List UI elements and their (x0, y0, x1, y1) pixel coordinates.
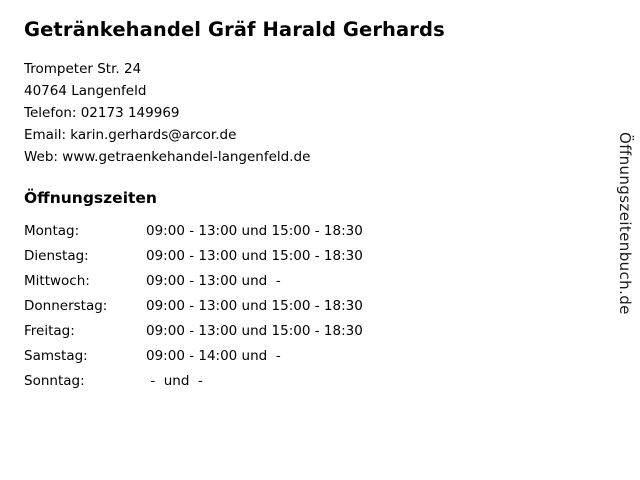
opening-hours-heading: Öffnungszeiten (24, 188, 157, 207)
table-row (24, 248, 466, 273)
day-times: 09:00 - 13:00 und 15:00 - 18:30 (146, 297, 363, 314)
day-times: 09:00 - 13:00 und 15:00 - 18:30 (146, 222, 363, 239)
page-title: Getränkehandel Gräf Harald Gerhards (24, 18, 445, 41)
watermark-brand: Öffnungszeitenbuch.de (616, 132, 634, 315)
table-row (24, 323, 466, 348)
day-times: 09:00 - 13:00 und 15:00 - 18:30 (146, 247, 363, 264)
day-label: Dienstag: (24, 247, 89, 264)
day-label: Sonntag: (24, 372, 85, 389)
day-label: Freitag: (24, 322, 75, 339)
day-label: Donnerstag: (24, 297, 108, 314)
day-label: Mittwoch: (24, 272, 90, 289)
day-label: Montag: (24, 222, 80, 239)
table-row (24, 273, 466, 298)
day-times: 09:00 - 13:00 und 15:00 - 18:30 (146, 322, 363, 339)
website-line: Web: www.getraenkehandel-langenfeld.de (24, 148, 311, 165)
opening-hours-table (24, 223, 466, 398)
day-times: 09:00 - 13:00 und - (146, 272, 281, 289)
day-times: - und - (146, 372, 203, 389)
address-city: 40764 Langenfeld (24, 83, 147, 100)
table-row (24, 348, 466, 373)
day-label: Samstag: (24, 347, 88, 364)
table-row (24, 373, 466, 398)
email-line: Email: karin.gerhards@arcor.de (24, 126, 237, 143)
contact-block (24, 59, 584, 168)
day-times: 09:00 - 14:00 und - (146, 347, 281, 364)
table-row (24, 298, 466, 323)
table-row (24, 223, 466, 248)
address-street: Trompeter Str. 24 (24, 61, 142, 78)
phone-line: Telefon: 02173 149969 (24, 105, 180, 122)
